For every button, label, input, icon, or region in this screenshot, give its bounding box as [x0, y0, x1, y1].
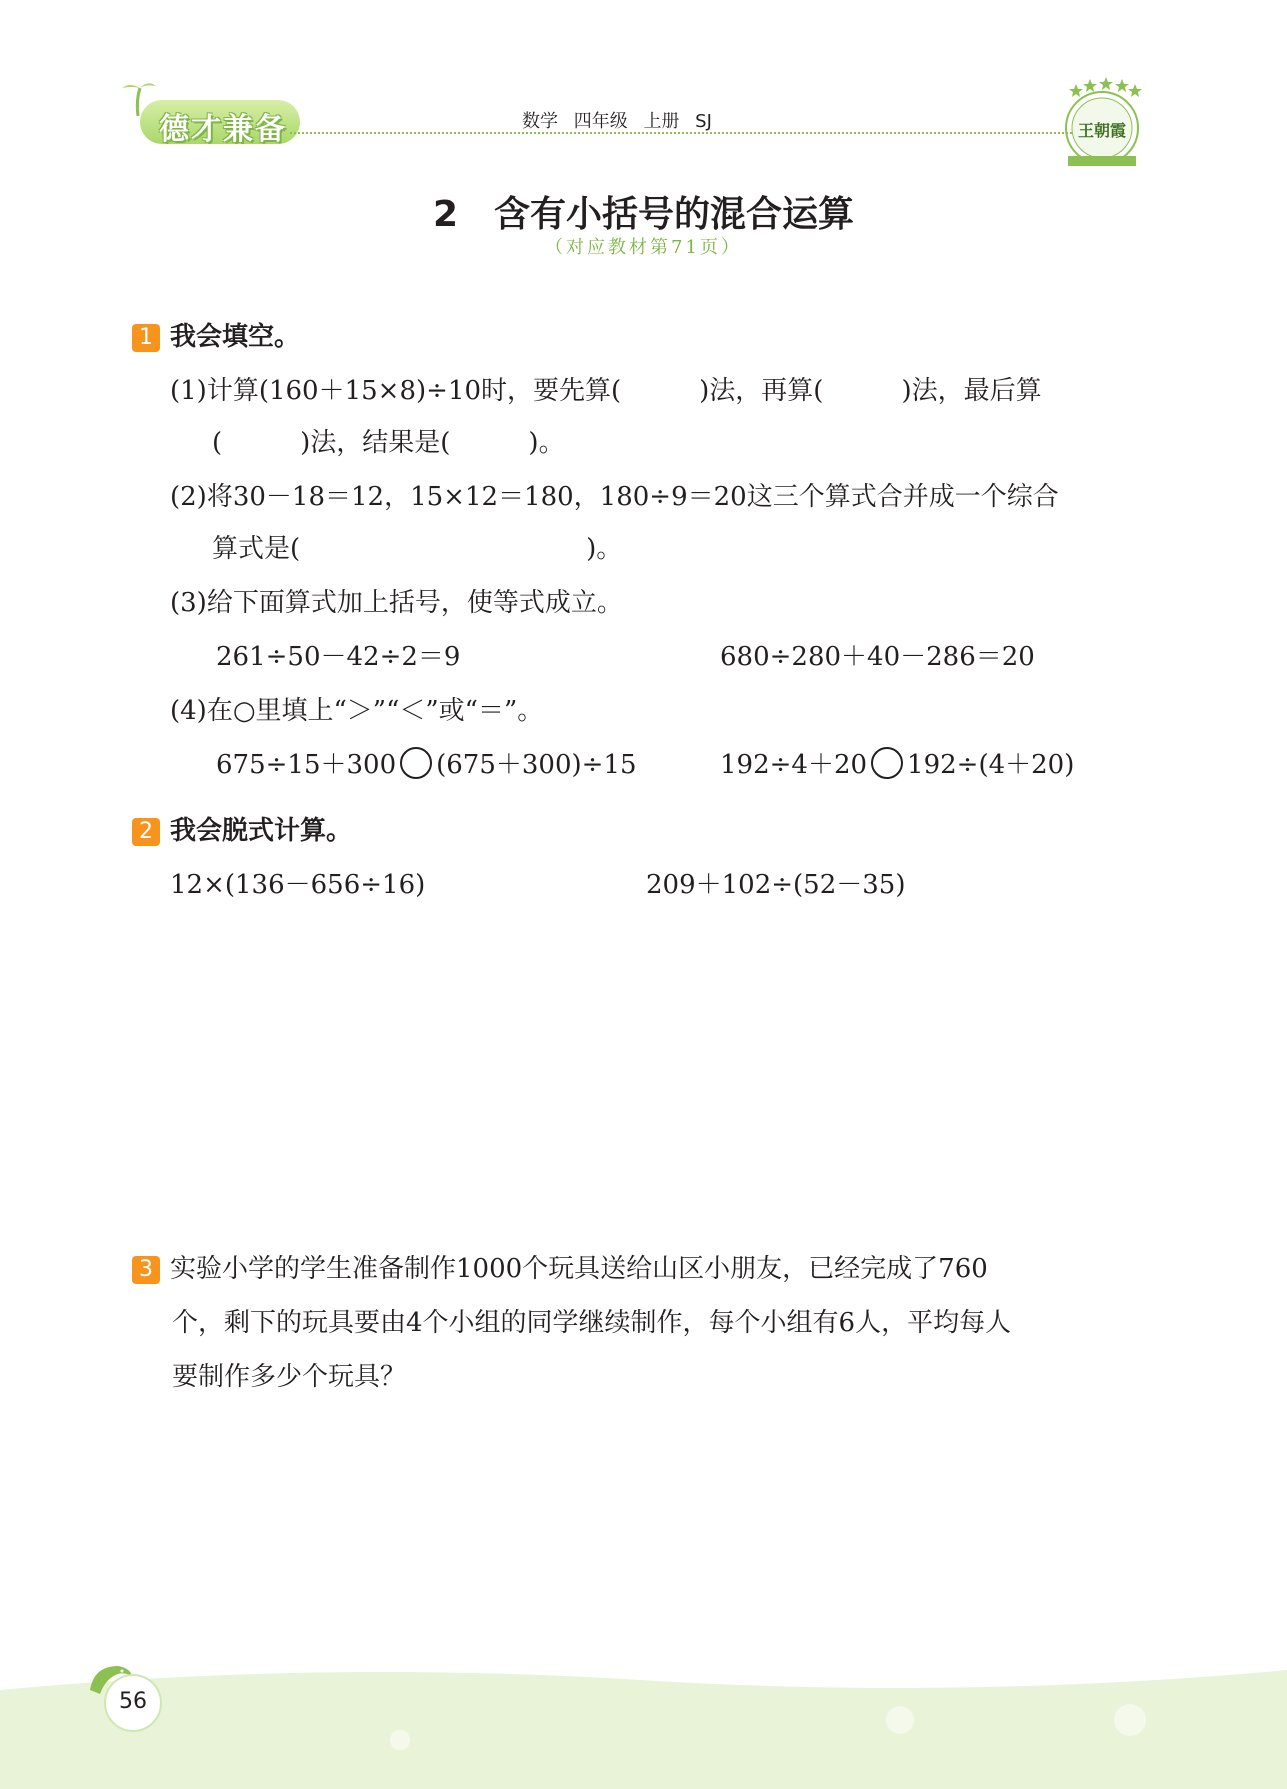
q1-item4-compare-b [720, 744, 1074, 782]
q3-line2: 个，剩下的玩具要由4个小组的同学继续制作，每个小组有6人，平均每人 [172, 1308, 1012, 1338]
q1-item3-eq2: 680÷280＋40－286＝20 [720, 642, 1035, 672]
brand-logo [118, 78, 298, 148]
q3-line3: 要制作多少个玩具？ [172, 1362, 407, 1392]
header-subject: 数学 四年级 上册 SJ [522, 111, 712, 132]
q2-badge: 2 [132, 818, 160, 846]
q2-heading [132, 810, 352, 847]
footer-background [0, 1660, 1287, 1789]
q1-item2-line2: 算式是( )。 [212, 534, 623, 564]
compare-a-right: (675＋300)÷15 [436, 750, 637, 780]
q1-item4-compare-a [216, 744, 637, 782]
q1-item4: (4)在○里填上“＞”“＜”或“＝”。 [170, 696, 544, 726]
page-number-badge [104, 1674, 162, 1732]
q1-heading [132, 316, 300, 353]
q1-item3: (3)给下面算式加上括号，使等式成立。 [170, 588, 623, 618]
compare-a-circle[interactable] [400, 747, 432, 779]
compare-b-right: 192÷(4＋20) [907, 750, 1075, 780]
q2-expr2: 209＋102÷(52－35) [646, 870, 906, 900]
q1-item3-eq1: 261÷50－42÷2＝9 [216, 642, 461, 672]
page-header [0, 0, 1287, 150]
lesson-title: 含有小括号的混合运算 [494, 194, 855, 235]
q3-line1: 实验小学的学生准备制作1000个玩具送给山区小朋友，已经完成了760 [170, 1254, 988, 1284]
q3-heading [132, 1248, 988, 1285]
page-number: 56 [119, 1689, 147, 1714]
brand-text: 德才兼备 [159, 112, 287, 147]
q2-expr1: 12×(136－656÷16) [170, 870, 426, 900]
q1-item2-line1: (2)将30－18＝12，15×12＝180，180÷9＝20这三个算式合并成一个综合 [170, 482, 1059, 512]
q2-heading-text: 我会脱式计算。 [170, 816, 353, 846]
page-title [0, 186, 1287, 237]
lesson-number: 2 [432, 194, 459, 235]
compare-b-left: 192÷4＋20 [720, 750, 868, 780]
seal-text: 王朝霞 [1077, 121, 1126, 140]
textbook-reference: （对应教材第71页） [545, 237, 742, 258]
author-seal [1062, 76, 1142, 168]
q3-badge: 3 [132, 1256, 160, 1284]
q1-item1-line1: (1)计算(160＋15×8)÷10时，要先算( )法，再算( )法，最后算 [170, 376, 1042, 406]
compare-b-circle[interactable] [871, 747, 903, 779]
q1-item1-line2: ( )法，结果是( )。 [212, 428, 565, 458]
q1-heading-text: 我会填空。 [170, 322, 301, 352]
q1-badge: 1 [132, 324, 160, 352]
compare-a-left: 675÷15＋300 [216, 750, 397, 780]
